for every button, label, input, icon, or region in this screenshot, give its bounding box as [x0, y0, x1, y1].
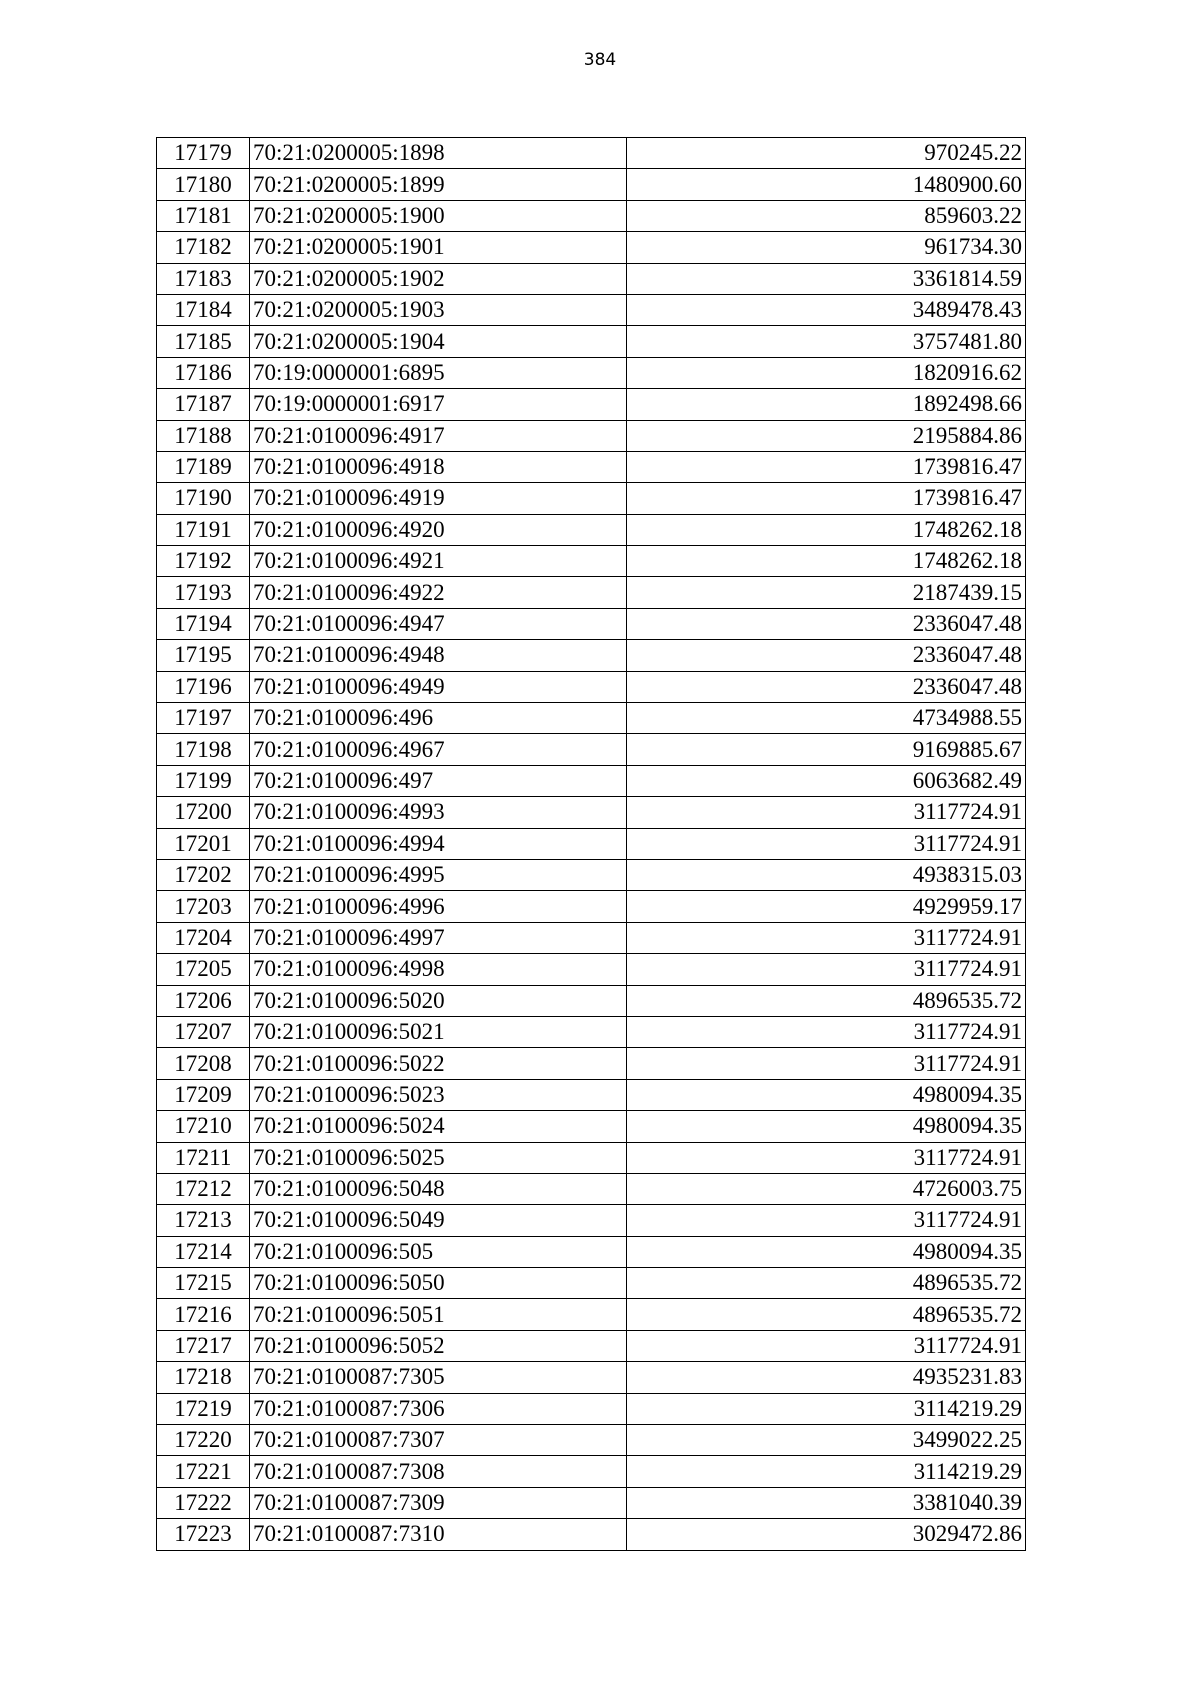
table-row	[157, 200, 1026, 231]
table-row	[157, 703, 1026, 734]
cadastral-number-cell: 70:21:0100096:4995	[250, 859, 627, 890]
cadastral-number-cell: 70:21:0100096:4920	[250, 514, 627, 545]
table-row	[157, 1205, 1026, 1236]
table-row	[157, 1393, 1026, 1424]
cadastral-number-cell: 70:21:0100096:5024	[250, 1111, 627, 1142]
cadastral-number-cell: 70:21:0200005:1903	[250, 294, 627, 325]
table-row	[157, 1236, 1026, 1267]
table-row	[157, 640, 1026, 671]
row-number-cell: 17193	[157, 577, 250, 608]
row-number-cell: 17189	[157, 451, 250, 482]
cadastral-value-cell: 3117724.91	[627, 1048, 1026, 1079]
table-row	[157, 1173, 1026, 1204]
row-number-cell: 17219	[157, 1393, 250, 1424]
cadastral-value-cell: 3117724.91	[627, 1330, 1026, 1361]
table-row	[157, 451, 1026, 482]
row-number-cell: 17210	[157, 1111, 250, 1142]
table-row	[157, 891, 1026, 922]
cadastral-number-cell: 70:21:0100087:7307	[250, 1425, 627, 1456]
table-row	[157, 1016, 1026, 1047]
table-row	[157, 671, 1026, 702]
table-row	[157, 1456, 1026, 1487]
cadastral-value-cell: 2187439.15	[627, 577, 1026, 608]
cadastral-value-cell: 2336047.48	[627, 640, 1026, 671]
row-number-cell: 17208	[157, 1048, 250, 1079]
cadastral-number-cell: 70:21:0100096:5021	[250, 1016, 627, 1047]
cadastral-number-cell: 70:21:0100096:5049	[250, 1205, 627, 1236]
cadastral-value-cell: 1739816.47	[627, 451, 1026, 482]
row-number-cell: 17206	[157, 985, 250, 1016]
table-row	[157, 1048, 1026, 1079]
cadastral-number-cell: 70:21:0100096:4949	[250, 671, 627, 702]
row-number-cell: 17214	[157, 1236, 250, 1267]
cadastral-number-cell: 70:21:0100096:4922	[250, 577, 627, 608]
page-number: 384	[583, 50, 617, 70]
cadastral-number-cell: 70:21:0100096:4947	[250, 608, 627, 639]
row-number-cell: 17209	[157, 1079, 250, 1110]
cadastral-number-cell: 70:21:0100096:4997	[250, 922, 627, 953]
cadastral-value-cell: 2336047.48	[627, 608, 1026, 639]
cadastral-number-cell: 70:21:0200005:1904	[250, 326, 627, 357]
cadastral-value-cell: 1480900.60	[627, 169, 1026, 200]
row-number-cell: 17187	[157, 389, 250, 420]
row-number-cell: 17223	[157, 1519, 250, 1550]
table-row	[157, 985, 1026, 1016]
cadastral-value-cell: 4896535.72	[627, 985, 1026, 1016]
cadastral-value-cell: 4929959.17	[627, 891, 1026, 922]
table-row	[157, 389, 1026, 420]
cadastral-value-cell: 2336047.48	[627, 671, 1026, 702]
cadastral-number-cell: 70:21:0100096:497	[250, 765, 627, 796]
table-row	[157, 169, 1026, 200]
table-row	[157, 357, 1026, 388]
cadastral-number-cell: 70:21:0100096:505	[250, 1236, 627, 1267]
cadastral-value-cell: 3381040.39	[627, 1487, 1026, 1518]
row-number-cell: 17211	[157, 1142, 250, 1173]
row-number-cell: 17186	[157, 357, 250, 388]
table-row	[157, 514, 1026, 545]
row-number-cell: 17194	[157, 608, 250, 639]
cadastral-value-cell: 1748262.18	[627, 546, 1026, 577]
cadastral-number-cell: 70:21:0100096:4921	[250, 546, 627, 577]
cadastral-value-cell: 3117724.91	[627, 1205, 1026, 1236]
row-number-cell: 17213	[157, 1205, 250, 1236]
row-number-cell: 17195	[157, 640, 250, 671]
cadastral-number-cell: 70:21:0100096:4996	[250, 891, 627, 922]
cadastral-number-cell: 70:21:0100096:496	[250, 703, 627, 734]
table-row	[157, 294, 1026, 325]
row-number-cell: 17198	[157, 734, 250, 765]
cadastral-value-cell: 3114219.29	[627, 1393, 1026, 1424]
row-number-cell: 17182	[157, 232, 250, 263]
cadastral-value-cell: 4896535.72	[627, 1268, 1026, 1299]
table-row	[157, 1519, 1026, 1550]
row-number-cell: 17199	[157, 765, 250, 796]
table-row	[157, 922, 1026, 953]
row-number-cell: 17202	[157, 859, 250, 890]
cadastral-value-cell: 4726003.75	[627, 1173, 1026, 1204]
cadastral-value-cell: 4980094.35	[627, 1236, 1026, 1267]
cadastral-number-cell: 70:21:0200005:1902	[250, 263, 627, 294]
cadastral-number-cell: 70:21:0200005:1901	[250, 232, 627, 263]
row-number-cell: 17183	[157, 263, 250, 294]
cadastral-value-cell: 3489478.43	[627, 294, 1026, 325]
cadastral-value-cell: 1748262.18	[627, 514, 1026, 545]
table-row	[157, 1425, 1026, 1456]
cadastral-number-cell: 70:21:0100087:7308	[250, 1456, 627, 1487]
table-row	[157, 483, 1026, 514]
row-number-cell: 17181	[157, 200, 250, 231]
row-number-cell: 17204	[157, 922, 250, 953]
table-row	[157, 1268, 1026, 1299]
cadastral-value-cell: 4980094.35	[627, 1079, 1026, 1110]
cadastral-value-cell: 2195884.86	[627, 420, 1026, 451]
cadastral-value-cell: 3114219.29	[627, 1456, 1026, 1487]
row-number-cell: 17191	[157, 514, 250, 545]
cadastral-number-cell: 70:21:0200005:1900	[250, 200, 627, 231]
cadastral-number-cell: 70:21:0100096:4967	[250, 734, 627, 765]
cadastral-value-cell: 3361814.59	[627, 263, 1026, 294]
table-row	[157, 263, 1026, 294]
cadastral-number-cell: 70:21:0100087:7305	[250, 1362, 627, 1393]
table-row	[157, 232, 1026, 263]
row-number-cell: 17190	[157, 483, 250, 514]
table-row	[157, 1079, 1026, 1110]
table-row	[157, 420, 1026, 451]
cadastral-value-table	[156, 137, 1026, 1551]
cadastral-value-cell: 9169885.67	[627, 734, 1026, 765]
cadastral-value-cell: 1892498.66	[627, 389, 1026, 420]
cadastral-value-cell: 4896535.72	[627, 1299, 1026, 1330]
cadastral-value-cell: 1739816.47	[627, 483, 1026, 514]
table-row	[157, 859, 1026, 890]
cadastral-value-cell: 3117724.91	[627, 828, 1026, 859]
cadastral-number-cell: 70:21:0100096:5050	[250, 1268, 627, 1299]
table-row	[157, 608, 1026, 639]
table-row	[157, 138, 1026, 169]
cadastral-value-cell: 3117724.91	[627, 954, 1026, 985]
cadastral-value-cell: 970245.22	[627, 138, 1026, 169]
row-number-cell: 17203	[157, 891, 250, 922]
table-row	[157, 797, 1026, 828]
row-number-cell: 17218	[157, 1362, 250, 1393]
table-body	[157, 138, 1026, 1551]
table-row	[157, 1299, 1026, 1330]
cadastral-value-cell: 3499022.25	[627, 1425, 1026, 1456]
cadastral-value-cell: 3757481.80	[627, 326, 1026, 357]
row-number-cell: 17216	[157, 1299, 250, 1330]
cadastral-number-cell: 70:21:0100096:4918	[250, 451, 627, 482]
cadastral-number-cell: 70:21:0100096:4917	[250, 420, 627, 451]
table-row	[157, 1362, 1026, 1393]
cadastral-value-cell: 3117724.91	[627, 922, 1026, 953]
table-row	[157, 734, 1026, 765]
cadastral-number-cell: 70:21:0100096:5023	[250, 1079, 627, 1110]
cadastral-value-cell: 4980094.35	[627, 1111, 1026, 1142]
cadastral-value-cell: 3117724.91	[627, 1016, 1026, 1047]
row-number-cell: 17201	[157, 828, 250, 859]
cadastral-number-cell: 70:21:0100096:5052	[250, 1330, 627, 1361]
table-row	[157, 765, 1026, 796]
cadastral-number-cell: 70:19:0000001:6895	[250, 357, 627, 388]
table-row	[157, 1330, 1026, 1361]
cadastral-number-cell: 70:21:0100096:4948	[250, 640, 627, 671]
cadastral-value-cell: 859603.22	[627, 200, 1026, 231]
cadastral-value-cell: 4935231.83	[627, 1362, 1026, 1393]
cadastral-value-cell: 6063682.49	[627, 765, 1026, 796]
cadastral-number-cell: 70:21:0100096:5020	[250, 985, 627, 1016]
cadastral-value-cell: 1820916.62	[627, 357, 1026, 388]
table-row	[157, 326, 1026, 357]
cadastral-number-cell: 70:21:0100096:5048	[250, 1173, 627, 1204]
cadastral-value-cell: 3117724.91	[627, 797, 1026, 828]
row-number-cell: 17196	[157, 671, 250, 702]
row-number-cell: 17185	[157, 326, 250, 357]
cadastral-number-cell: 70:19:0000001:6917	[250, 389, 627, 420]
row-number-cell: 17180	[157, 169, 250, 200]
table-row	[157, 577, 1026, 608]
row-number-cell: 17215	[157, 1268, 250, 1299]
row-number-cell: 17222	[157, 1487, 250, 1518]
row-number-cell: 17221	[157, 1456, 250, 1487]
row-number-cell: 17205	[157, 954, 250, 985]
row-number-cell: 17200	[157, 797, 250, 828]
cadastral-value-cell: 4938315.03	[627, 859, 1026, 890]
row-number-cell: 17207	[157, 1016, 250, 1047]
table-row	[157, 1487, 1026, 1518]
cadastral-value-cell: 4734988.55	[627, 703, 1026, 734]
row-number-cell: 17220	[157, 1425, 250, 1456]
cadastral-value-cell: 961734.30	[627, 232, 1026, 263]
cadastral-number-cell: 70:21:0100096:5022	[250, 1048, 627, 1079]
row-number-cell: 17179	[157, 138, 250, 169]
row-number-cell: 17188	[157, 420, 250, 451]
table-row	[157, 954, 1026, 985]
table-row	[157, 1111, 1026, 1142]
cadastral-number-cell: 70:21:0100096:4998	[250, 954, 627, 985]
table-row	[157, 546, 1026, 577]
cadastral-number-cell: 70:21:0100087:7306	[250, 1393, 627, 1424]
cadastral-number-cell: 70:21:0100096:5051	[250, 1299, 627, 1330]
row-number-cell: 17184	[157, 294, 250, 325]
row-number-cell: 17197	[157, 703, 250, 734]
cadastral-number-cell: 70:21:0100087:7310	[250, 1519, 627, 1550]
cadastral-number-cell: 70:21:0100096:5025	[250, 1142, 627, 1173]
cadastral-number-cell: 70:21:0100096:4993	[250, 797, 627, 828]
table-row	[157, 828, 1026, 859]
cadastral-number-cell: 70:21:0200005:1899	[250, 169, 627, 200]
cadastral-number-cell: 70:21:0200005:1898	[250, 138, 627, 169]
row-number-cell: 17192	[157, 546, 250, 577]
table-row	[157, 1142, 1026, 1173]
cadastral-value-cell: 3029472.86	[627, 1519, 1026, 1550]
cadastral-number-cell: 70:21:0100096:4994	[250, 828, 627, 859]
cadastral-value-cell: 3117724.91	[627, 1142, 1026, 1173]
cadastral-number-cell: 70:21:0100096:4919	[250, 483, 627, 514]
row-number-cell: 17212	[157, 1173, 250, 1204]
cadastral-number-cell: 70:21:0100087:7309	[250, 1487, 627, 1518]
row-number-cell: 17217	[157, 1330, 250, 1361]
